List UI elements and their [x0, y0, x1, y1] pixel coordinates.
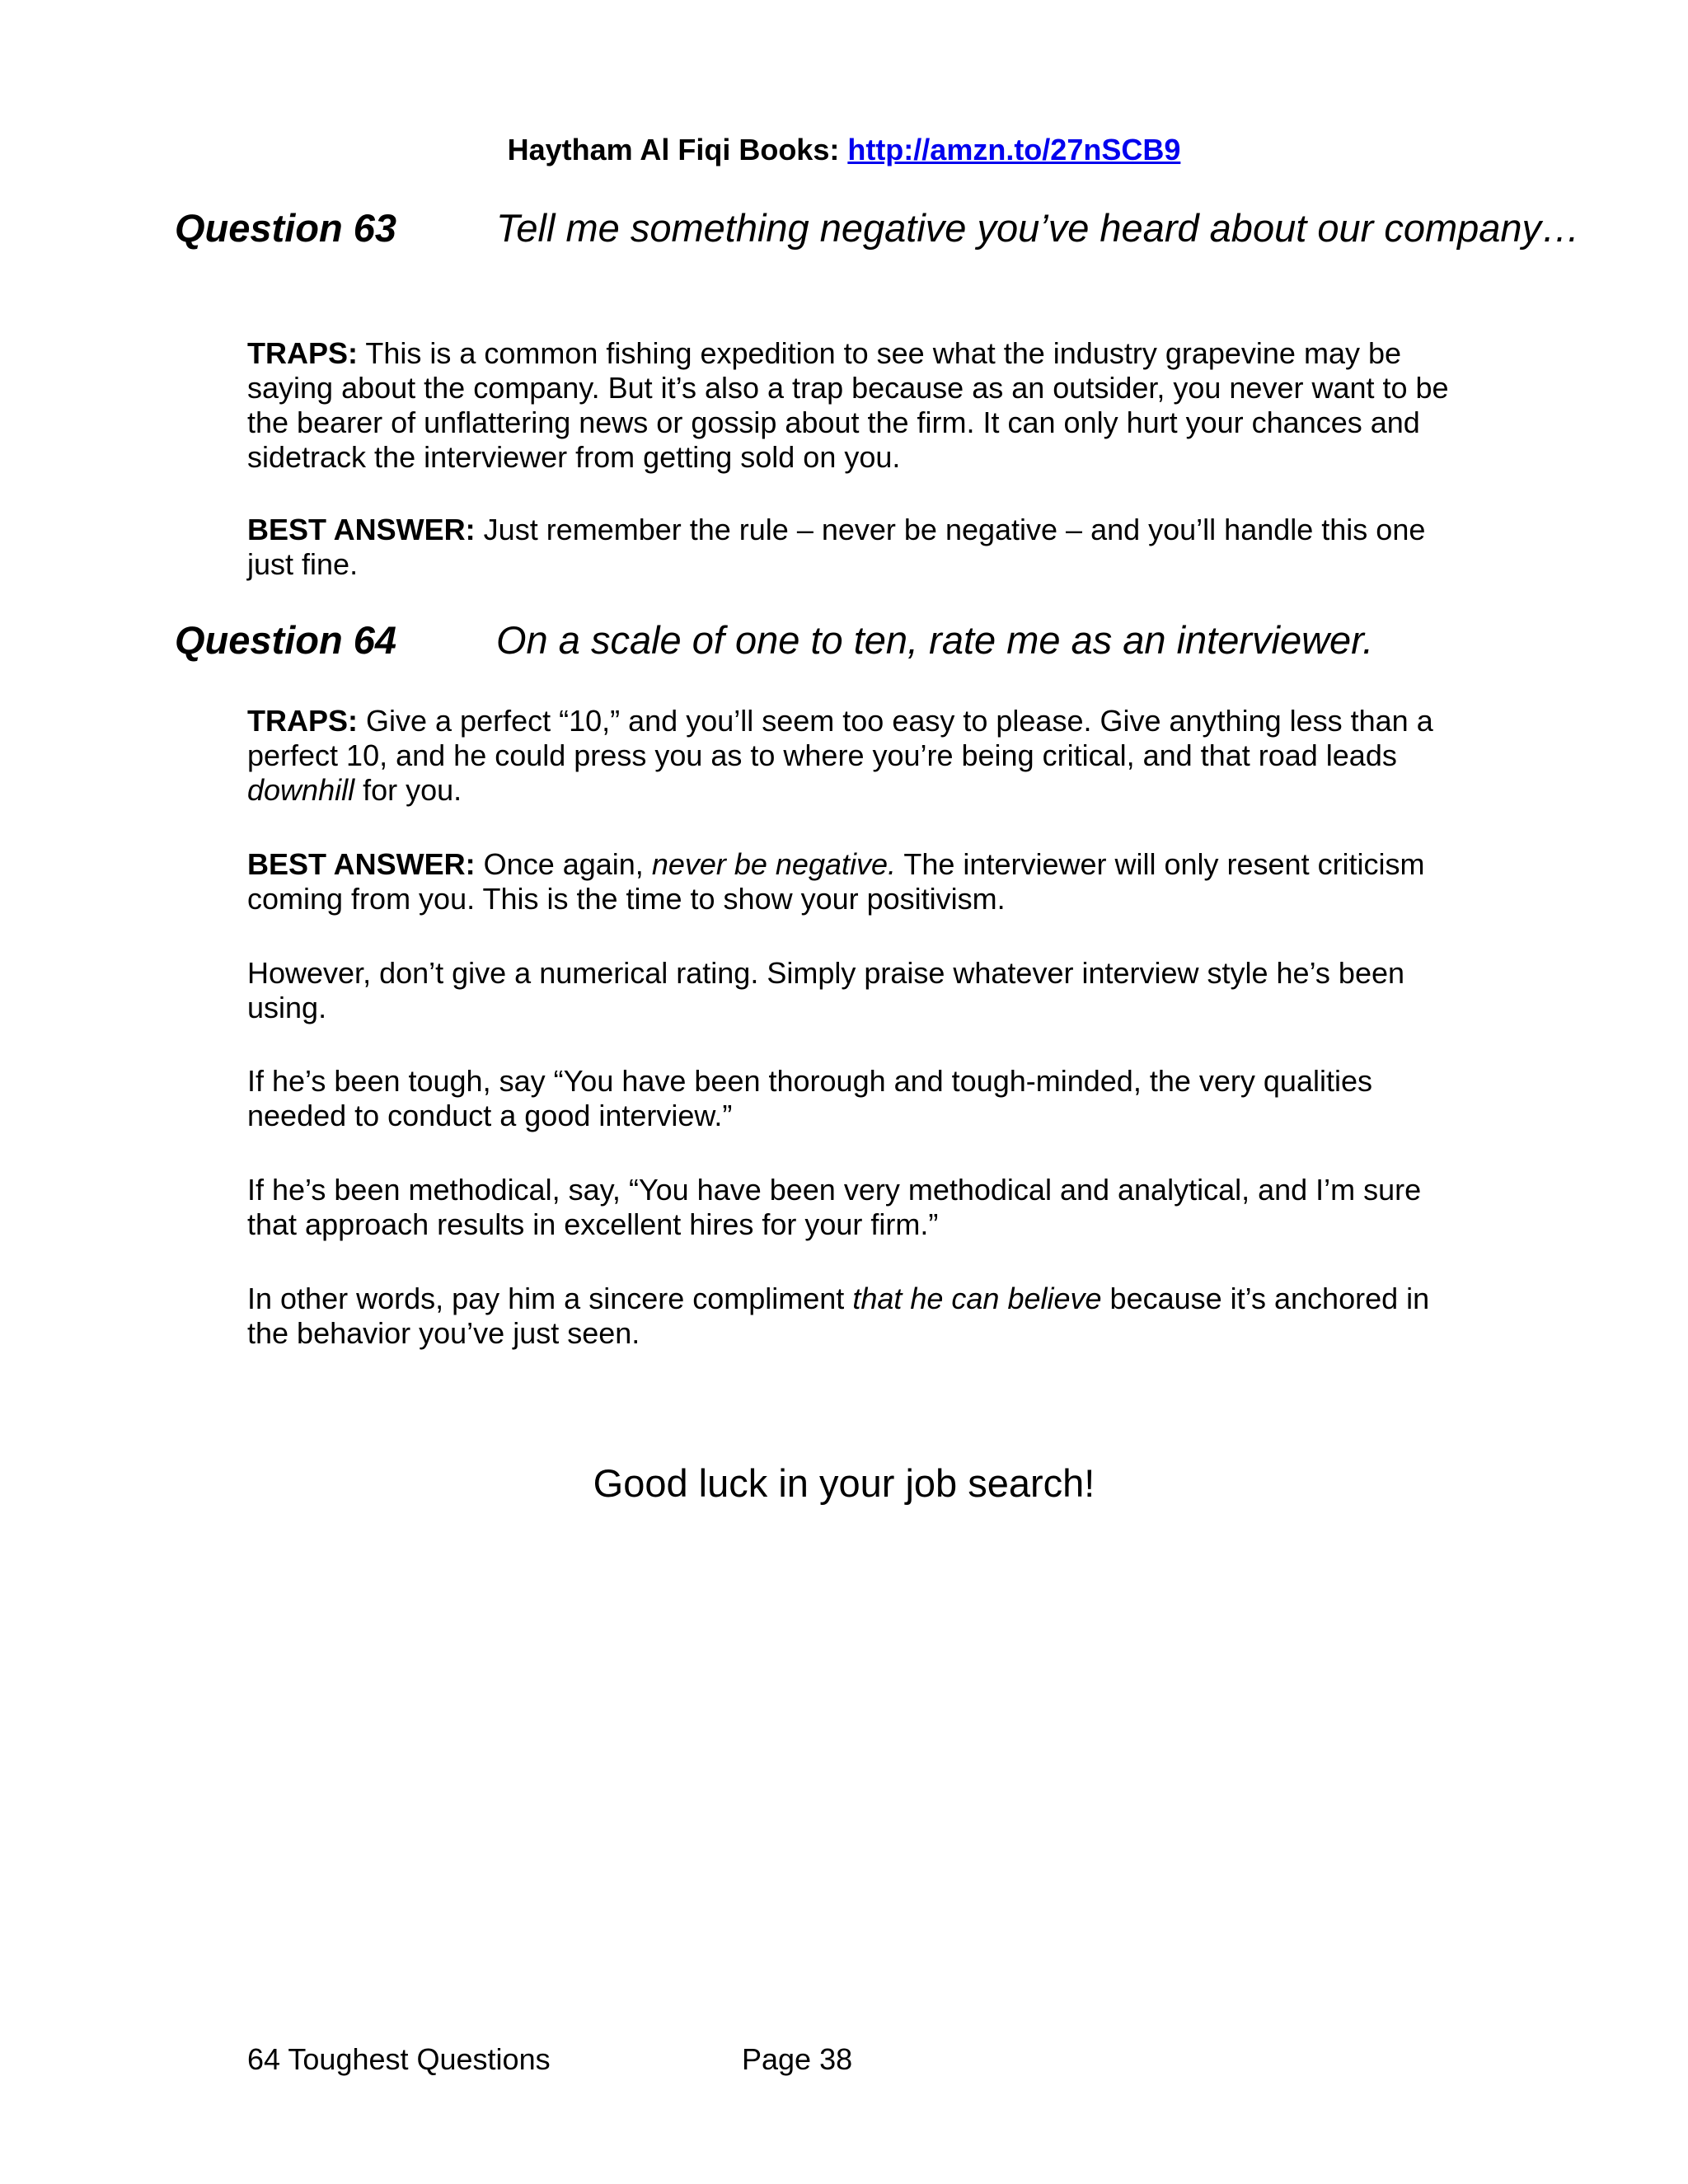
- best-answer-italic: never be negative.: [651, 847, 897, 881]
- paragraph-text: If he’s been tough, say “You have been thorough and tough-minded, the very qualities needed to conduct a good interview.”: [247, 1064, 1372, 1132]
- question-text: Tell me something negative you’ve heard about our company…: [496, 206, 1581, 250]
- q64-paragraph-3: [247, 956, 1451, 1025]
- traps-italic: downhill: [247, 773, 355, 807]
- traps-label: TRAPS:: [247, 336, 358, 370]
- traps-text: Give a perfect “10,” and you’ll seem too easy to please. Give anything less than a perfect 10, and he could press you as to where you’re being critical, and that road leads: [247, 704, 1433, 772]
- paragraph-text: However, don’t give a numerical rating. Simply praise whatever interview style he’s been using.: [247, 956, 1405, 1024]
- best-answer-text: Once again,: [475, 847, 652, 881]
- footer-page-number: Page 38: [742, 2042, 853, 2076]
- header-label: Haytham Al Fiqi Books:: [507, 133, 848, 166]
- page-header: [0, 132, 1688, 168]
- paragraph-text: In other words, pay him a sincere compliment: [247, 1282, 853, 1315]
- best-answer-label: BEST ANSWER:: [247, 513, 476, 546]
- q64-best-answer-paragraph: [247, 847, 1451, 916]
- best-answer-text-end: The interviewer will only resent criticism coming from you. This is the time to show your positivism.: [247, 847, 1425, 916]
- question-label: Question 64: [175, 618, 397, 662]
- traps-text-end: for you.: [354, 773, 462, 807]
- traps-label: TRAPS:: [247, 704, 358, 738]
- q64-paragraph-4: [247, 1064, 1451, 1133]
- q63-best-answer-paragraph: [247, 513, 1451, 582]
- footer-title: 64 Toughest Questions: [247, 2042, 551, 2076]
- question-text: On a scale of one to ten, rate me as an interviewer.: [496, 618, 1374, 662]
- paragraph-text: If he’s been methodical, say, “You have been very methodical and analytical, and I’m sure that approach results in excellent hires for your firm.”: [247, 1173, 1422, 1241]
- question-label: Question 63: [175, 206, 397, 250]
- q64-paragraph-5: [247, 1173, 1451, 1242]
- traps-text: This is a common fishing expedition to see what the industry grapevine may be saying about the company. But it’s also a trap because as an outsider, you never want to be the bearer of unflattering news or gossip about the firm. It can only hurt your chances and sidetrack the interviewer from getting sold on you.: [247, 336, 1449, 474]
- book-link[interactable]: http://amzn.to/27nSCB9: [847, 133, 1181, 166]
- q63-traps-paragraph: [247, 336, 1451, 475]
- q64-traps-paragraph: [247, 704, 1451, 808]
- q64-paragraph-6: [247, 1282, 1451, 1351]
- paragraph-text-end: because it’s anchored in the behavior you’ve just seen.: [247, 1282, 1430, 1350]
- best-answer-label: BEST ANSWER:: [247, 847, 476, 881]
- closing-line: Good luck in your job search!: [593, 1461, 1095, 1505]
- paragraph-italic: that he can believe: [852, 1282, 1102, 1315]
- best-answer-text: Just remember the rule – never be negative – and you’ll handle this one just fine.: [247, 513, 1426, 581]
